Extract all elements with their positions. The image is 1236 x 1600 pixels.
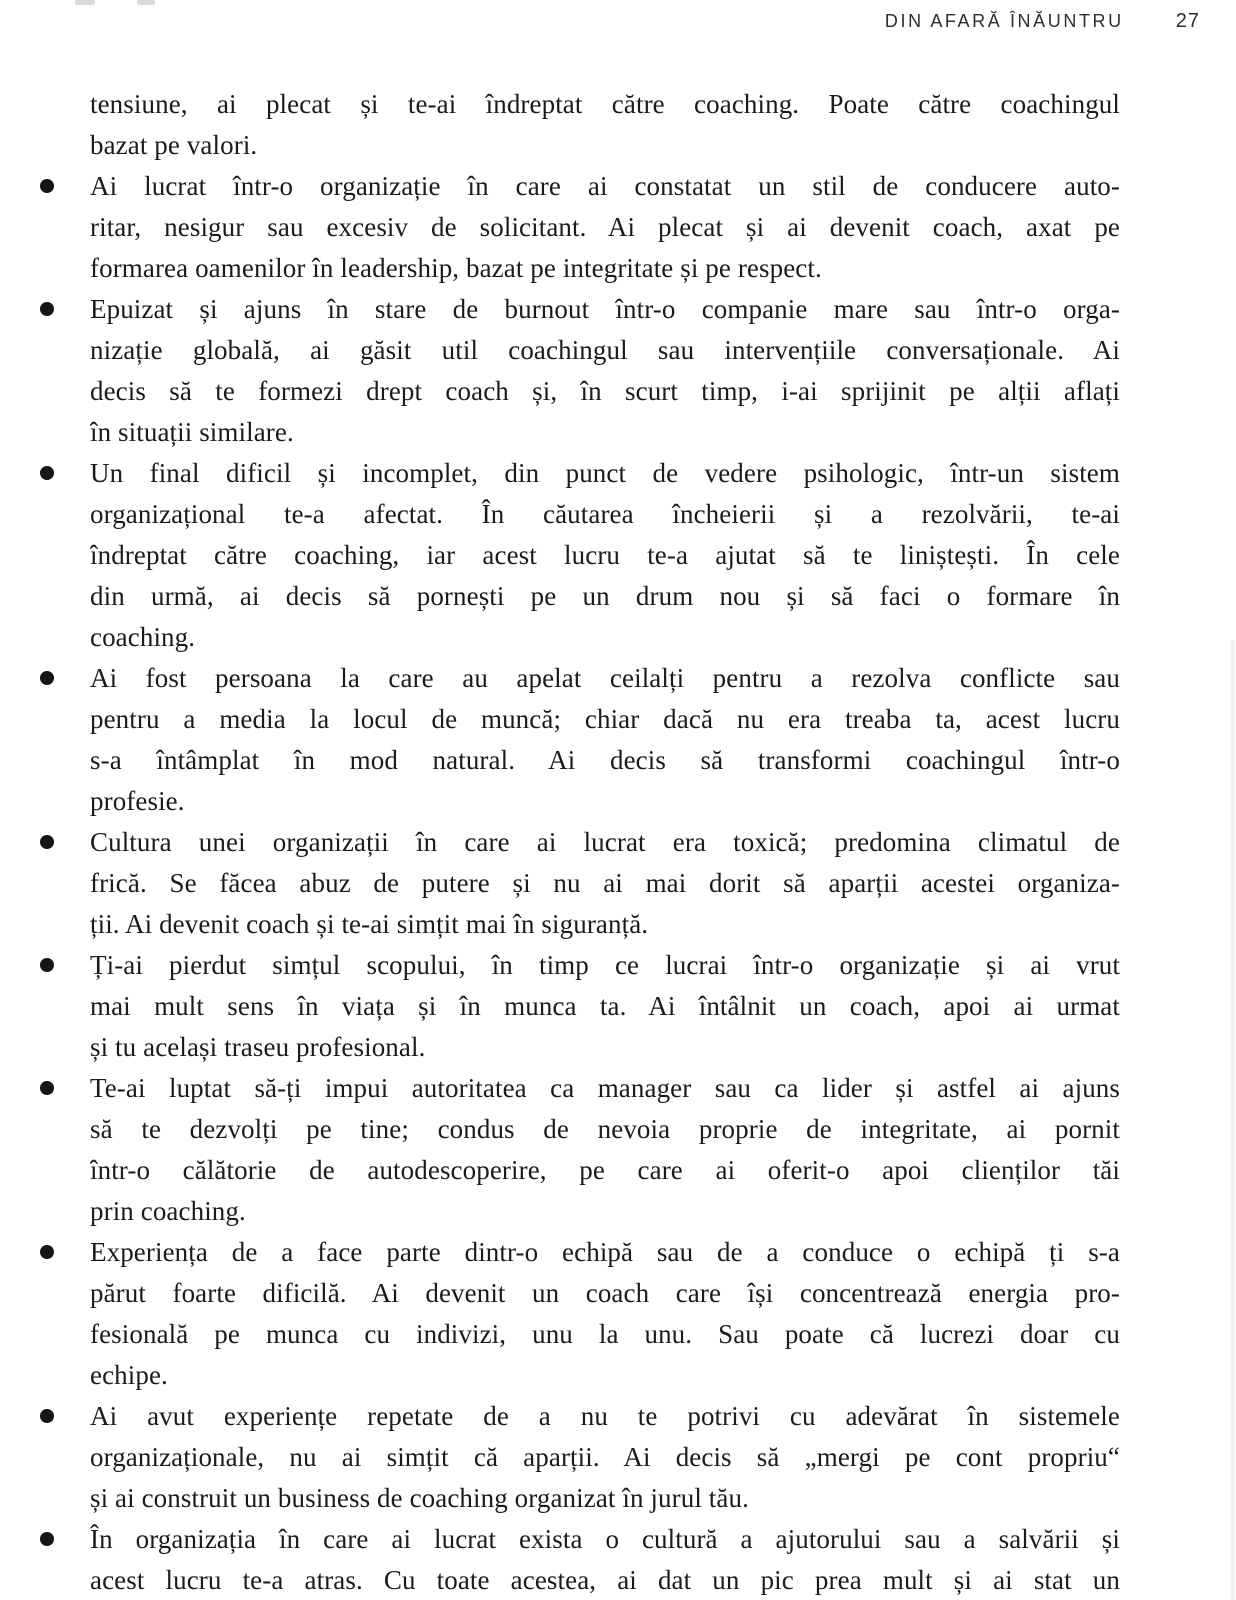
text-line: organizațional te-a afectat. În căutarea încheierii și a rezolvării, te-ai xyxy=(90,499,1120,529)
bullet-item xyxy=(90,166,1120,289)
bullet-item xyxy=(90,1232,1120,1396)
bullet-item xyxy=(90,945,1120,1068)
text-line: bazat pe valori. xyxy=(90,130,258,160)
text-line: Ai avut experiențe repetate de a nu te potrivi cu adevărat în sistemele xyxy=(90,1401,1120,1431)
text-line: Ți-ai pierdut simțul scopului, în timp ce lucrai într-o organizație și ai vrut xyxy=(90,950,1120,980)
text-line: Ai fost persoana la care au apelat ceilalți pentru a rezolva conflicte sau xyxy=(90,663,1120,693)
bullet-icon xyxy=(40,302,54,316)
text-line: într-o călătorie de autodescoperire, pe care ai oferit-o apoi clienților tăi xyxy=(90,1155,1120,1185)
text-line: pentru a media la locul de muncă; chiar dacă nu era treaba ta, acest lucru xyxy=(90,704,1120,734)
bullet-item xyxy=(90,658,1120,822)
text-line: decis să te formezi drept coach și, în scurt timp, i-ai sprijinit pe alții aflați xyxy=(90,376,1120,406)
text-line: profesie. xyxy=(90,786,185,816)
bullet-icon xyxy=(40,179,54,193)
bullet-icon xyxy=(40,958,54,972)
text-line: Cultura unei organizații în care ai lucrat era toxică; predomina climatul de xyxy=(90,827,1120,857)
text-line: organizaționale, nu ai simțit că aparții. Ai decis să „mergi pe cont propriu“ xyxy=(90,1442,1120,1472)
text-line: acest lucru te-a atras. Cu toate acestea, ai dat un pic prea mult și ai stat un xyxy=(90,1565,1120,1595)
text-line: Te-ai luptat să-ți impui autoritatea ca manager sau ca lider și astfel ai ajuns xyxy=(90,1073,1120,1103)
text-line: Ai lucrat într-o organizație în care ai constatat un stil de conducere auto- xyxy=(90,171,1120,201)
bullet-icon xyxy=(40,466,54,480)
text-line: îndreptat către coaching, iar acest lucru te-a ajutat să te liniștești. În cele xyxy=(90,540,1120,570)
text-line: formarea oamenilor în leadership, bazat pe integritate și pe respect. xyxy=(90,253,822,283)
text-line: frică. Se făcea abuz de putere și nu ai mai dorit să aparții acestei organiza- xyxy=(90,868,1120,898)
bullet-icon xyxy=(40,1245,54,1259)
text-line: și ai construit un business de coaching organizat în jurul tău. xyxy=(90,1483,749,1513)
text-line: Experiența de a face parte dintr-o echipă sau de a conduce o echipă ți s-a xyxy=(90,1237,1120,1267)
text-line: În organizația în care ai lucrat exista o cultură a ajutorului sau a salvării și xyxy=(90,1524,1120,1554)
body-text xyxy=(90,84,1120,1600)
text-line: să te dezvolți pe tine; condus de nevoia proprie de integritate, ai pornit xyxy=(90,1114,1120,1144)
bullet-icon xyxy=(40,835,54,849)
text-line: ții. Ai devenit coach și te-ai simțit mai în siguranță. xyxy=(90,909,649,939)
bullet-icon xyxy=(40,1081,54,1095)
bullet-list xyxy=(90,166,1120,1600)
bullet-icon xyxy=(40,671,54,685)
text-line: Epuizat și ajuns în stare de burnout într-o companie mare sau într-o orga- xyxy=(90,294,1120,324)
text-line: s-a întâmplat în mod natural. Ai decis să transformi coachingul într-o xyxy=(90,745,1120,775)
text-line: echipe. xyxy=(90,1360,168,1390)
text-line: ritar, nesigur sau excesiv de solicitant. Ai plecat și ai devenit coach, axat pe xyxy=(90,212,1120,242)
text-line: prin coaching. xyxy=(90,1196,246,1226)
page-number: 27 xyxy=(1175,10,1200,32)
text-line: din urmă, ai decis să pornești pe un drum nou și să faci o formare în xyxy=(90,581,1120,611)
text-line: în situații similare. xyxy=(90,417,294,447)
scan-artifact xyxy=(137,0,155,5)
paragraph-continuation xyxy=(90,84,1120,166)
text-line: coaching. xyxy=(90,622,196,652)
bullet-item xyxy=(90,1396,1120,1519)
text-line: Un final dificil și incomplet, din punct de vedere psihologic, într-un sistem xyxy=(90,458,1120,488)
text-line: tensiune, ai plecat și te-ai îndreptat către coaching. Poate către coachingul xyxy=(90,89,1120,119)
bullet-item xyxy=(90,1068,1120,1232)
chapter-title: DIN AFARĂ ÎNĂUNTRU xyxy=(884,11,1124,31)
text-line: mai mult sens în viața și în munca ta. Ai întâlnit un coach, apoi ai urmat xyxy=(90,991,1120,1021)
bullet-item xyxy=(90,289,1120,453)
bullet-item xyxy=(90,453,1120,658)
bullet-icon xyxy=(40,1532,54,1546)
text-line: și tu același traseu profesional. xyxy=(90,1032,426,1062)
text-line: fesională pe munca cu indivizi, unu la unu. Sau poate că lucrezi doar cu xyxy=(90,1319,1120,1349)
bullet-icon xyxy=(40,1409,54,1423)
text-line: nizație globală, ai găsit util coachingul sau intervențiile conversaționale. Ai xyxy=(90,335,1120,365)
running-header xyxy=(0,10,1200,33)
scan-artifact xyxy=(75,0,95,5)
bullet-item xyxy=(90,1519,1120,1600)
text-line: părut foarte dificilă. Ai devenit un coach care își concentrează energia pro- xyxy=(90,1278,1120,1308)
page-edge-artifact xyxy=(1231,640,1235,1600)
bullet-item xyxy=(90,822,1120,945)
